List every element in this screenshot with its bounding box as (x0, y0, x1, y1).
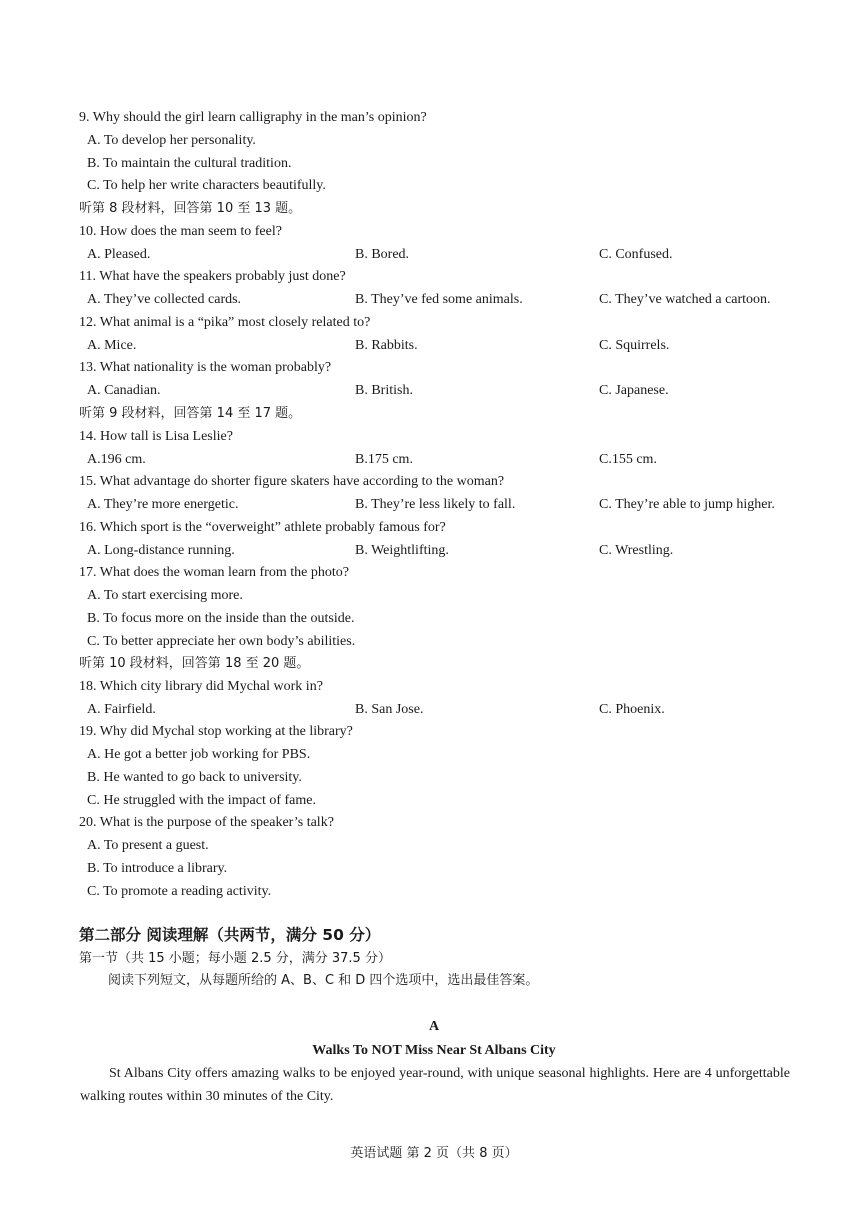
q9-option-b: B. To maintain the cultural tradition. (87, 156, 292, 171)
q11-option-c: C. They’ve watched a cartoon. (599, 292, 771, 307)
q18-option-c: C. Phoenix. (599, 702, 665, 717)
question-20: 20. What is the purpose of the speaker’s talk? (79, 815, 334, 830)
question-19: 19. Why did Mychal stop working at the library? (79, 724, 353, 739)
section-1-heading: 第一节（共 15 小题；每小题 2.5 分，满分 37.5 分） (79, 951, 391, 966)
q13-option-c: C. Japanese. (599, 383, 669, 398)
q11-option-a: A. They’ve collected cards. (87, 292, 242, 307)
question-9: 9. Why should the girl learn calligraphy in the man’s opinion? (79, 110, 427, 125)
q11-option-b: B. They’ve fed some animals. (355, 292, 523, 307)
q20-option-b: B. To introduce a library. (87, 861, 228, 876)
page-footer: 英语试题 第 2 页（共 8 页） (350, 1146, 518, 1161)
q12-option-b: B. Rabbits. (355, 338, 418, 353)
q12-option-a: A. Mice. (87, 338, 137, 353)
q10-option-a: A. Pleased. (87, 247, 151, 262)
q16-option-b: B. Weightlifting. (355, 543, 449, 558)
question-16: 16. Which sport is the “overweight” athlete probably famous for? (79, 520, 446, 535)
question-15: 15. What advantage do shorter figure skaters have according to the woman? (79, 474, 505, 489)
q12-option-c: C. Squirrels. (599, 338, 670, 353)
question-14: 14. How tall is Lisa Leslie? (79, 429, 233, 444)
q17-option-a: A. To start exercising more. (87, 588, 243, 603)
q18-option-b: B. San Jose. (355, 702, 424, 717)
q9-option-a: A. To develop her personality. (87, 133, 256, 148)
q18-option-a: A. Fairfield. (87, 702, 156, 717)
q19-option-b: B. He wanted to go back to university. (87, 770, 302, 785)
q13-option-a: A. Canadian. (87, 383, 161, 398)
q19-option-a: A. He got a better job working for PBS. (87, 747, 311, 762)
q15-option-c: C. They’re able to jump higher. (599, 497, 775, 512)
q9-option-c: C. To help her write characters beautifully. (87, 178, 326, 193)
part-2-heading: 第二部分 阅读理解（共两节，满分 50 分） (79, 926, 381, 944)
q19-option-c: C. He struggled with the impact of fame. (87, 793, 316, 808)
q20-option-c: C. To promote a reading activity. (87, 884, 272, 899)
q14-option-a: A.196 cm. (87, 452, 146, 467)
passage-letter: A (428, 1019, 440, 1034)
q13-option-b: B. British. (355, 383, 413, 398)
question-13: 13. What nationality is the woman probably? (79, 360, 332, 375)
question-11: 11. What have the speakers probably just done? (79, 269, 346, 284)
q14-option-b: B.175 cm. (355, 452, 413, 467)
section-10-instruction: 听第 10 段材料，回答第 18 至 20 题。 (79, 656, 310, 671)
q17-option-b: B. To focus more on the inside than the outside. (87, 611, 355, 626)
section-8-instruction: 听第 8 段材料，回答第 10 至 13 题。 (79, 201, 302, 216)
q10-option-b: B. Bored. (355, 247, 410, 262)
q16-option-c: C. Wrestling. (599, 543, 674, 558)
q16-option-a: A. Long-distance running. (87, 543, 235, 558)
passage-intro: St Albans City offers amazing walks to be enjoyed year-round, with unique seasonal highlights. Here are 4 unforgettable walking routes within 30 minutes of the City. (80, 1066, 790, 1104)
passage-title: Walks To NOT Miss Near St Albans City (312, 1043, 556, 1058)
question-12: 12. What animal is a “pika” most closely related to? (79, 315, 371, 330)
reading-instruction: 阅读下列短文，从每题所给的 A、B、C 和 D 四个选项中，选出最佳答案。 (108, 973, 539, 988)
q20-option-a: A. To present a guest. (87, 838, 209, 853)
section-9-instruction: 听第 9 段材料，回答第 14 至 17 题。 (79, 406, 302, 421)
question-17: 17. What does the woman learn from the photo? (79, 565, 349, 580)
question-18: 18. Which city library did Mychal work in? (79, 679, 323, 694)
q10-option-c: C. Confused. (599, 247, 673, 262)
q17-option-c: C. To better appreciate her own body’s abilities. (87, 634, 356, 649)
q14-option-c: C.155 cm. (599, 452, 657, 467)
question-10: 10. How does the man seem to feel? (79, 224, 282, 239)
q15-option-b: B. They’re less likely to fall. (355, 497, 516, 512)
q15-option-a: A. They’re more energetic. (87, 497, 239, 512)
